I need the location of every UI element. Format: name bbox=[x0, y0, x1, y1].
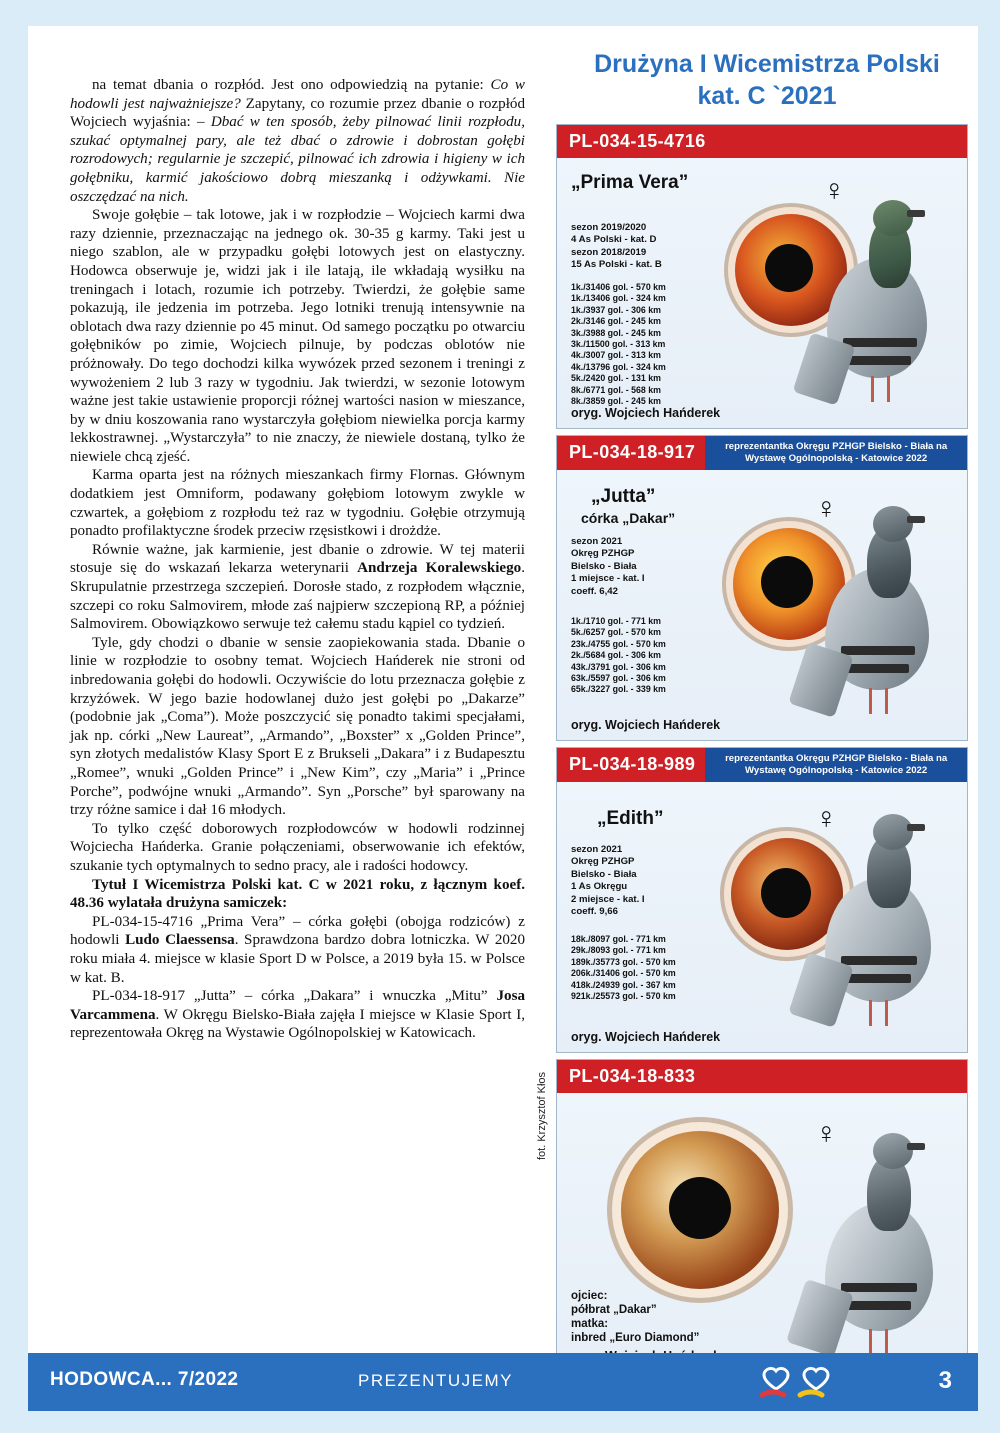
info-line: Okręg PZHGP bbox=[571, 548, 635, 560]
pigeon-leg bbox=[887, 376, 890, 402]
brand-logo-icon bbox=[752, 1361, 902, 1405]
info-line: sezon 2021 bbox=[571, 536, 623, 547]
ring-number: PL-034-18-989 bbox=[569, 754, 696, 774]
pigeon-tail bbox=[793, 332, 856, 405]
paragraph: To tylko część doborowych rozpłodowców w hodowli rodzinnej Wojciecha Hańderka. Granie połączeniami, obserwowanie ich efektów, szukanie tych optymalnych to sedno pracy, ale i radości hodowcy. bbox=[70, 820, 525, 874]
pigeon-name: „Edith” bbox=[597, 808, 664, 829]
card-header bbox=[557, 436, 967, 470]
paragraph-highlight: Tytuł I Wicemistrza Polski kat. C w 2021 roku, z łącznym koef. 48.36 wylatała drużyna samiczek: bbox=[70, 876, 525, 912]
article-body bbox=[70, 76, 525, 1043]
wing-bar bbox=[841, 956, 917, 965]
eye-pupil bbox=[669, 1177, 731, 1239]
pigeon-name: „Jutta” bbox=[591, 486, 656, 507]
result-line: 23k./4755 gol. - 570 km bbox=[571, 638, 666, 649]
card-body bbox=[557, 158, 967, 428]
result-line: 1k./13406 gol. - 324 km bbox=[571, 293, 666, 304]
pigeon-owner: oryg. Wojciech Hańderek bbox=[571, 406, 721, 420]
pigeon-card bbox=[556, 124, 968, 429]
pigeon-card-list bbox=[556, 124, 968, 1380]
paragraph: Tyle, gdy chodzi o dbanie w sensie zaopiekowania stada. Dbanie o linie w rozpłodzie to osobny temat. Wojciech Hańderek nie stroni od inbredowania gołębi do hodowli. Oczywiście do lotu przeznacza gołębie z krzyżówek. W jego bazie hodowlanej dużo jest gołębi po „Dakarze” (podobnie jak „Coma”). Może poszczycić się ponadto takimi specjałami, jak np. córki „New Laureat”, „Armando”, „Boxster” x „Golden Prince”, syn złotych medalistów Klasy Sport E z Brukseli „Dakara” i z Budapesztu „Romee”, wnuki „Golden Prince” i „New Kim”, czy „Maria” i „Prince Porche”, podwójne wnuki „Armando”. Syn „Porsche” był sparowany na trzy różne samice i dał 16 młodych. bbox=[70, 634, 525, 819]
pigeon-results bbox=[571, 616, 731, 696]
card-header bbox=[557, 1060, 967, 1093]
exhibition-note-text: reprezentantka Okręgu PZHGP Bielsko - Biała na Wystawę Ogólnopolską - Katowice 2022 bbox=[725, 753, 948, 776]
pigeon-beak bbox=[907, 1143, 925, 1150]
paragraph: Swoje gołębie – tak lotowe, jak i w rozpłodzie – Wojciech karmi dwa razy dziennie, przeznaczając na jednego ok. 30-35 g karmy. Taki jest u niego szablon, ale w przypadku gołębi lotowych jest on elastyczny. Hodowca obserwuje je, widzi jak i ile latają, ile wkładają wysiłku na treningach i lotach, rozumie ich potrzeby. Twierdzi, że gołębie same pokazują, ile jedzenia im potrzeba. Jego lotniki trenują intensywnie na oblotach dwa razy dziennie po 45 minut. Od samego początku po otwarciu gołębników po zimie, Wojciech pilnuje, by podczas oblotów nie próżnowały. Do tego dochodzi kilka wywózek przed sezonem i treningi z wywożeniem 2 lub 3 razy w tygodniu. Jak twierdzi, w sezonie lotowym ważne jest takie ustawienie proporcji różnej wartości nasion w mieszance, by w dniu koszowania rano wystarczyła gołębiom niewielka porcja karmy lekkostrawnej. „Wystarczyła” to nie znaczy, że niewiele dostaną, tylko że niewiele chcą zjeść. bbox=[70, 207, 525, 465]
info-line: coeff. 6,42 bbox=[571, 585, 618, 597]
info-line: 2 miejsce - kat. I bbox=[571, 893, 645, 905]
pigeon-tail bbox=[786, 1279, 854, 1357]
result-line: 189k./35773 gol. - 570 km bbox=[571, 956, 676, 967]
pigeon-head bbox=[873, 200, 913, 236]
parent-value: półbrat „Dakar” bbox=[571, 1304, 657, 1316]
wing-bar bbox=[843, 338, 917, 347]
page-edge-top bbox=[0, 0, 1000, 26]
pigeon-leg bbox=[869, 688, 872, 714]
exhibition-note-text: reprezentantka Okręgu PZHGP Bielsko - Biała na Wystawę Ogólnopolską - Katowice 2022 bbox=[725, 441, 948, 464]
page-edge-right bbox=[978, 0, 1000, 1433]
female-symbol-icon: ♀ bbox=[815, 1117, 838, 1150]
result-line: 1k./3937 gol. - 306 km bbox=[571, 304, 661, 315]
card-body bbox=[557, 1093, 967, 1373]
card-body bbox=[557, 782, 967, 1052]
info-line: sezon 2021 bbox=[571, 844, 623, 855]
footer-section: PREZENTUJEMY bbox=[358, 1371, 513, 1390]
result-line: 4k./3007 gol. - 313 km bbox=[571, 350, 661, 361]
photo-credit: fot. Krzysztof Kłos bbox=[536, 1071, 548, 1160]
ring-number: PL-034-18-833 bbox=[569, 1066, 696, 1086]
pigeon-tail bbox=[788, 952, 853, 1028]
pigeon-leg bbox=[885, 1000, 888, 1026]
info-line: 1 miejsce - kat. I bbox=[571, 573, 645, 585]
info-line: 1 As Okręgu bbox=[571, 881, 628, 893]
result-line: 4k./13796 gol. - 324 km bbox=[571, 361, 666, 372]
parent-value: inbred „Euro Diamond” bbox=[571, 1332, 700, 1344]
panel-title bbox=[556, 26, 978, 112]
ring-number: PL-034-18-917 bbox=[569, 442, 696, 462]
info-line: 15 As Polski - kat. B bbox=[571, 259, 662, 271]
pigeon-tail bbox=[788, 642, 853, 718]
parent-label: matka: bbox=[571, 1318, 609, 1330]
result-line: 1k./31406 gol. - 570 km bbox=[571, 282, 666, 292]
female-symbol-icon: ♀ bbox=[823, 174, 846, 207]
eye-iris bbox=[621, 1131, 779, 1289]
result-line: 5k./6257 gol. - 570 km bbox=[571, 627, 661, 638]
exhibition-note bbox=[705, 436, 967, 470]
result-line: 29k./8093 gol. - 771 km bbox=[571, 945, 666, 956]
paragraph: na temat dbania o rozpłód. Jest ono odpowiedzią na pytanie: Co w hodowli jest najważniejsze? Zapytany, co rozumie przez dbanie o rozpłód Wojciech wyjaśnia: – Dbać w ten sposób, żeby pilnować linii rozpłodu, szukać optymalnej pary, ale też dbać o zdrowie i dobrostan gołębi rozrodowych; regularnie je szczepić, pilnować ich zdrowia i higieny w ich gołębniku, karmić jakościowo dobrą mieszanką i odżywkami. Nie oszczędzać na nich. bbox=[70, 77, 525, 205]
wing-bar bbox=[841, 646, 915, 655]
info-line: Bielsko - Biała bbox=[571, 868, 637, 880]
result-line: 18k./8097 gol. - 771 km bbox=[571, 934, 666, 944]
info-line: sezon 2018/2019 bbox=[571, 246, 647, 258]
result-line: 8k./6771 gol. - 568 km bbox=[571, 384, 661, 395]
panel-title-line2: kat. C `2021 bbox=[697, 82, 837, 110]
female-symbol-icon: ♀ bbox=[815, 802, 838, 835]
pigeon-beak bbox=[907, 210, 925, 217]
info-line: coeff. 9,66 bbox=[571, 906, 618, 918]
result-line: 2k./3146 gol. - 245 km bbox=[571, 316, 661, 327]
card-header bbox=[557, 748, 967, 782]
info-line: sezon 2019/2020 bbox=[571, 222, 647, 233]
paragraph: Karma oparta jest na różnych mieszankach firmy Flornas. Głównym dodatkiem jest Omniform, podawany gołębiom lotowym zwykle w czwartek, a gołębiom z rozpłodu też raz w tygodniu. Gołębie otrzymują ponadto profilaktyczne środek przeciw rzęsistkowi i drożdże. bbox=[70, 467, 525, 540]
pigeon-head bbox=[873, 506, 913, 542]
pigeon-photo bbox=[803, 494, 958, 729]
pigeon-leg bbox=[869, 1000, 872, 1026]
pigeon-results bbox=[571, 282, 731, 407]
info-line: Okręg PZHGP bbox=[571, 856, 635, 868]
card-header bbox=[557, 125, 967, 158]
result-line: 43k./3791 gol. - 306 km bbox=[571, 661, 666, 672]
result-line: 63k./5597 gol. - 306 km bbox=[571, 673, 666, 684]
page-edge-left bbox=[0, 0, 28, 1433]
pigeon-eye-photo bbox=[613, 1123, 789, 1299]
result-line: 3k./11500 gol. - 313 km bbox=[571, 339, 666, 350]
pigeon-info bbox=[571, 222, 721, 272]
paragraph: PL-034-18-917 „Jutta” – córka „Dakara” i wnuczka „Mitu” Josa Varcammena. W Okręgu Bielsko-Biała zajęła I miejsce w Klasie Sport I, reprezentowała Okręg na Wystawie Ogólnopolskiej w Katowicach. bbox=[70, 988, 525, 1042]
info-line: 4 As Polski - kat. D bbox=[571, 234, 657, 246]
pigeon-beak bbox=[907, 824, 925, 831]
pigeon-photo bbox=[807, 188, 957, 413]
result-line: 921k./25573 gol. - 570 km bbox=[571, 991, 676, 1002]
result-line: 206k./31406 gol. - 570 km bbox=[571, 968, 676, 979]
pigeon-parents bbox=[571, 1289, 721, 1345]
female-symbol-icon: ♀ bbox=[815, 492, 838, 525]
eye-pupil bbox=[765, 244, 813, 292]
pigeon-photo bbox=[803, 800, 958, 1040]
pigeon-card bbox=[556, 435, 968, 741]
pigeon-subtitle: córka „Dakar” bbox=[581, 510, 676, 526]
pigeon-results bbox=[571, 934, 731, 1002]
result-line: 65k./3227 gol. - 339 km bbox=[571, 684, 666, 695]
footer-magazine: HODOWCA... 7/2022 bbox=[50, 1369, 239, 1390]
pigeon-name: „Prima Vera” bbox=[571, 172, 689, 193]
parent-label: ojciec: bbox=[571, 1290, 608, 1302]
exhibition-note bbox=[705, 748, 967, 782]
pigeon-head bbox=[873, 1133, 913, 1169]
photo-panel bbox=[556, 26, 978, 1344]
pigeon-info bbox=[571, 844, 721, 918]
pigeon-photo bbox=[801, 1119, 961, 1369]
result-line: 3k./3988 gol. - 245 km bbox=[571, 327, 661, 338]
result-line: 418k./24939 gol. - 367 km bbox=[571, 979, 676, 990]
pigeon-beak bbox=[907, 516, 925, 523]
pigeon-card bbox=[556, 747, 968, 1053]
pigeon-info bbox=[571, 536, 721, 598]
ring-number: PL-034-15-4716 bbox=[569, 131, 706, 151]
result-line: 1k./1710 gol. - 771 km bbox=[571, 616, 661, 626]
paragraph: Równie ważne, jak karmienie, jest dbanie o zdrowie. W tej materii stosuje się do wskazań lekarza weterynarii Andrzeja Koralewskiego. Skrupulatnie przestrzega szczepień. Dorosłe stado, z rozpłodem włącznie, szczepi co roku Salmovirem, młode zaś najpierw szczepioną RP, a później Salmovirem. Obowiązkowo serwuje też całemu stadu kąpiel co tydzień. bbox=[70, 541, 526, 633]
page-number: 3 bbox=[938, 1367, 952, 1394]
pigeon-leg bbox=[871, 376, 874, 402]
page-edge-bottom bbox=[0, 1411, 1000, 1433]
result-line: 8k./3859 gol. - 245 km bbox=[571, 396, 661, 407]
card-body bbox=[557, 470, 967, 740]
result-line: 2k./5684 gol. - 306 km bbox=[571, 650, 661, 661]
page-footer bbox=[28, 1353, 978, 1411]
panel-title-line1: Drużyna I Wicemistrza Polski bbox=[594, 50, 940, 78]
pigeon-leg bbox=[885, 688, 888, 714]
pigeon-card bbox=[556, 1059, 968, 1374]
paragraph: PL-034-15-4716 „Prima Vera” – córka gołębi (obojga rodziców) z hodowli Ludo Claessensa. Sprawdzona bardzo dobra lotniczka. W 2020 roku miała 4. miejsce w klasie Sport D w Polsce, a 2019 była 15. w Polsce w kat. B. bbox=[70, 913, 526, 986]
pigeon-owner: oryg. Wojciech Hańderek bbox=[571, 718, 721, 732]
pigeon-owner: oryg. Wojciech Hańderek bbox=[571, 1030, 721, 1044]
info-line: Bielsko - Biała bbox=[571, 560, 637, 572]
result-line: 5k./2420 gol. - 131 km bbox=[571, 373, 661, 384]
pigeon-head bbox=[873, 814, 913, 850]
wing-bar bbox=[841, 1283, 917, 1292]
